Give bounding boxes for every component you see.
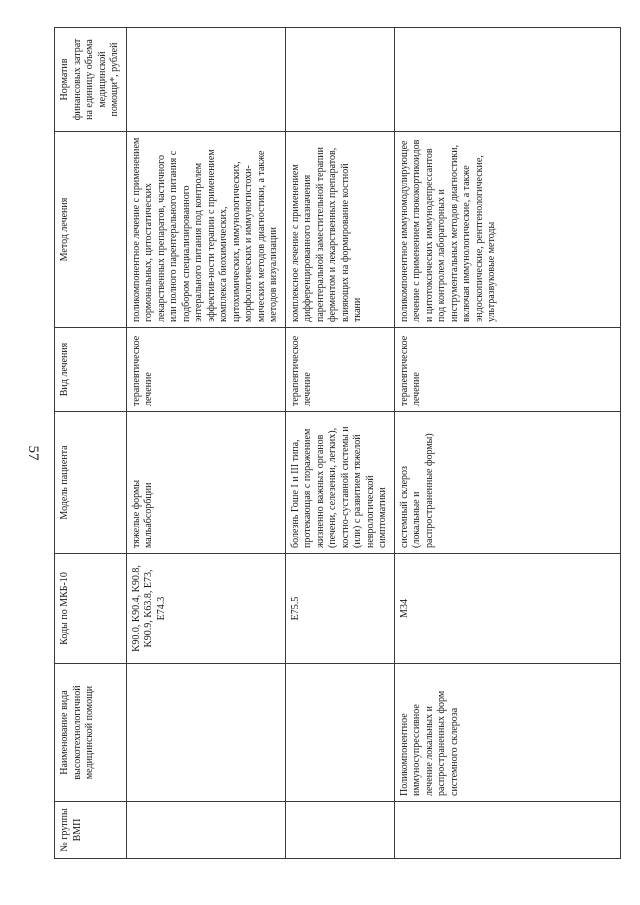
vmp-table <box>54 27 621 859</box>
vmp-table-container <box>54 28 610 859</box>
table-row <box>394 28 620 859</box>
page-number: 57 <box>25 445 41 461</box>
header-method: Метод лечения <box>55 132 127 328</box>
header-name: Наименование вида высокотехнологичной медицинской помощи <box>55 664 127 802</box>
table-row <box>126 28 285 859</box>
header-codes: Коды по МКБ-10 <box>55 554 127 664</box>
cell-model: болезнь Гоше I и III типа, протекающая с поражением жизненно важных органов (печени, селезенки, легких), костно-суставной системы и (или) с развитием тяжелой неврологической симптоматики <box>285 412 394 554</box>
cell-method: комплексное лечение с применением дифференцированного назначения парентеральной заместительной терапии ферментом и лекарственных препаратов, влияющих на формирование костной ткани <box>285 132 394 328</box>
cell-group <box>394 802 620 859</box>
header-norm: Норматив финансовых затрат на единицу объема медицинской помощи*, рублей <box>55 28 127 132</box>
header-type: Вид лечения <box>55 328 127 412</box>
cell-name <box>285 664 394 802</box>
cell-type: терапевтическое лечение <box>126 328 285 412</box>
cell-name: Поликомпонентное иммуносупрессивное лечение локальных и распространенных форм системного склероза <box>394 664 620 802</box>
cell-codes: M34 <box>394 554 620 664</box>
header-group: № группы ВМП <box>55 802 127 859</box>
cell-norm <box>394 28 620 132</box>
cell-codes: E75.5 <box>285 554 394 664</box>
cell-group <box>126 802 285 859</box>
table-row <box>285 28 394 859</box>
cell-norm <box>285 28 394 132</box>
header-model: Модель пациента <box>55 412 127 554</box>
cell-method: поликомпонентное лечение с применением гормональных, цитостатических лекарственных препаратов, частичного или полного парентерального питания с подбором специализированного энтерального питания под контролем эффектив-ности терапии с применением комплекса биохимических, цитохимических, иммунологических, морфологических и иммуногистохи-мических методов диагностики, а также методов визуализации <box>126 132 285 328</box>
cell-name <box>126 664 285 802</box>
cell-group <box>285 802 394 859</box>
cell-codes: K90.0, K90.4, K90.8, K90.9, K63.8, E73, E74.3 <box>126 554 285 664</box>
cell-type: терапевтическое лечение <box>394 328 620 412</box>
cell-model: системный склероз (локальные и распространенные формы) <box>394 412 620 554</box>
cell-method: поликомпонентное иммуномодулирующее лечение с применением глюкокортикоидов и цитотоксических иммунодепрессантов под контролем лабораторных и инструментальных методов диагностики, включая иммунологические, а также эндоскопические, рентгенологические, ультразвуковые методы <box>394 132 620 328</box>
cell-type: терапевтическое лечение <box>285 328 394 412</box>
cell-model: тяжелые формы мальабсорбции <box>126 412 285 554</box>
cell-norm <box>126 28 285 132</box>
header-row <box>55 28 127 859</box>
